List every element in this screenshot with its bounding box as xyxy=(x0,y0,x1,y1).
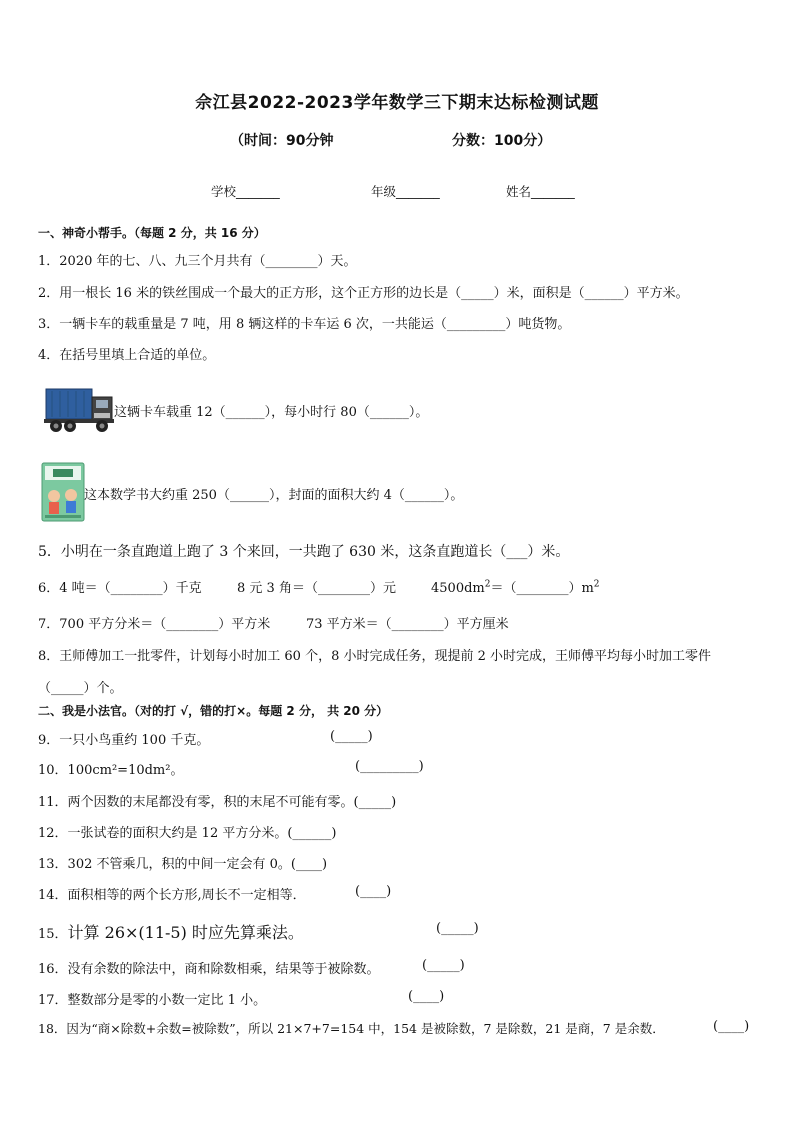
question-18-blank[interactable]: (____) xyxy=(713,1019,750,1034)
question-4: 4．在括号里填上合适的单位。 xyxy=(38,348,216,363)
section1-heading: 一、神奇小帮手。（每题 2 分，共 16 分） xyxy=(38,226,266,240)
question-17: 17．整数部分是零的小数一定比 1 小。 xyxy=(38,993,267,1008)
school-field xyxy=(211,182,280,200)
grade-blank[interactable]: _______ xyxy=(396,184,440,199)
question-4-book: 这本数学书大约重 250（______），封面的面积大约 4（______）。 xyxy=(84,488,464,503)
question-7a: 7．700 平方分米＝（________）平方米 xyxy=(38,617,271,632)
question-1: 1．2020 年的七、八、九三个月共有（________）天。 xyxy=(38,254,357,269)
question-8-line2: （_____）个。 xyxy=(38,681,123,696)
question-6b: 8 元 3 角＝（________）元 xyxy=(237,581,396,596)
question-14-blank[interactable]: (____) xyxy=(355,884,392,899)
question-8-line1: 8．王师傅加工一批零件，计划每小时加工 60 个，8 小时完成任务，现提前 2 小时完成，王师傅平均每小时加工零件 xyxy=(38,649,712,664)
question-15-blank[interactable]: (_____) xyxy=(436,921,479,936)
question-14: 14．面积相等的两个长方形,周长不一定相等． xyxy=(38,888,306,903)
question-12: 12．一张试卷的面积大约是 12 平方分米。(______) xyxy=(38,826,337,841)
question-13: 13．302 不管乘几，积的中间一定会有 0。(____) xyxy=(38,857,328,872)
question-6a: 6．4 吨＝（________）千克 xyxy=(38,581,202,596)
time-label: （时间：90分钟 xyxy=(230,133,334,149)
question-5: 5．小明在一条直跑道上跑了 3 个来回，一共跑了 630 米，这条直跑道长（___）米。 xyxy=(38,544,570,560)
score-label: 分数：100分） xyxy=(452,133,552,149)
page-title: 佘江县2022-2023学年数学三下期末达标检测试题 xyxy=(195,93,599,113)
question-16: 16．没有余数的除法中，商和除数相乘，结果等于被除数。 xyxy=(38,962,380,977)
math-book-image xyxy=(41,462,85,522)
truck-image xyxy=(44,383,116,435)
question-16-blank[interactable]: (_____) xyxy=(422,958,465,973)
question-10-blank[interactable]: (_________) xyxy=(355,759,424,774)
school-blank[interactable]: _______ xyxy=(236,184,280,199)
name-blank[interactable]: _______ xyxy=(531,184,575,199)
question-9: 9．一只小鸟重约 100 千克。 xyxy=(38,733,210,748)
question-3: 3．一辆卡车的载重量是 7 吨，用 8 辆这样的卡车运 6 次，一共能运（_________）吨货物。 xyxy=(38,317,571,332)
name-label: 姓名 xyxy=(506,184,532,199)
question-7b: 73 平方米＝（________）平方厘米 xyxy=(306,617,509,632)
q6c-sup2: 2 xyxy=(593,579,600,590)
question-15-number: 15． xyxy=(38,927,68,942)
question-18: 18．因为“商×除数+余数=被除数”，所以 21×7+7=154 中，154 是被除数，7 是除数，21 是商，7 是余数． xyxy=(38,1021,665,1036)
q6c-mid: ＝（________）m xyxy=(490,581,594,596)
q6c-pre: 4500dm xyxy=(431,581,485,596)
question-15 xyxy=(38,920,304,943)
school-label: 学校 xyxy=(211,184,237,199)
question-4-truck: 这辆卡车载重 12（______），每小时行 80（______）。 xyxy=(114,405,429,420)
grade-label: 年级 xyxy=(371,184,397,199)
name-field xyxy=(506,182,575,200)
question-17-blank[interactable]: (____) xyxy=(408,989,445,1004)
section2-heading: 二、我是小法官。（对的打 √，错的打×。每题 2 分， 共 20 分） xyxy=(38,704,389,718)
grade-field xyxy=(371,182,440,200)
question-2: 2．用一根长 16 米的铁丝围成一个最大的正方形，这个正方形的边长是（_____）米，面积是（______）平方米。 xyxy=(38,286,689,301)
question-11: 11．两个因数的末尾都没有零，积的末尾不可能有零。(_____) xyxy=(38,795,397,810)
question-6c xyxy=(431,577,600,596)
q6c-sup: 2 xyxy=(484,579,491,590)
question-15-text: 计算 26×(11-5) 时应先算乘法。 xyxy=(67,923,304,942)
question-9-blank[interactable]: (_____) xyxy=(330,729,373,744)
question-10: 10．100cm²=10dm²。 xyxy=(38,763,184,778)
